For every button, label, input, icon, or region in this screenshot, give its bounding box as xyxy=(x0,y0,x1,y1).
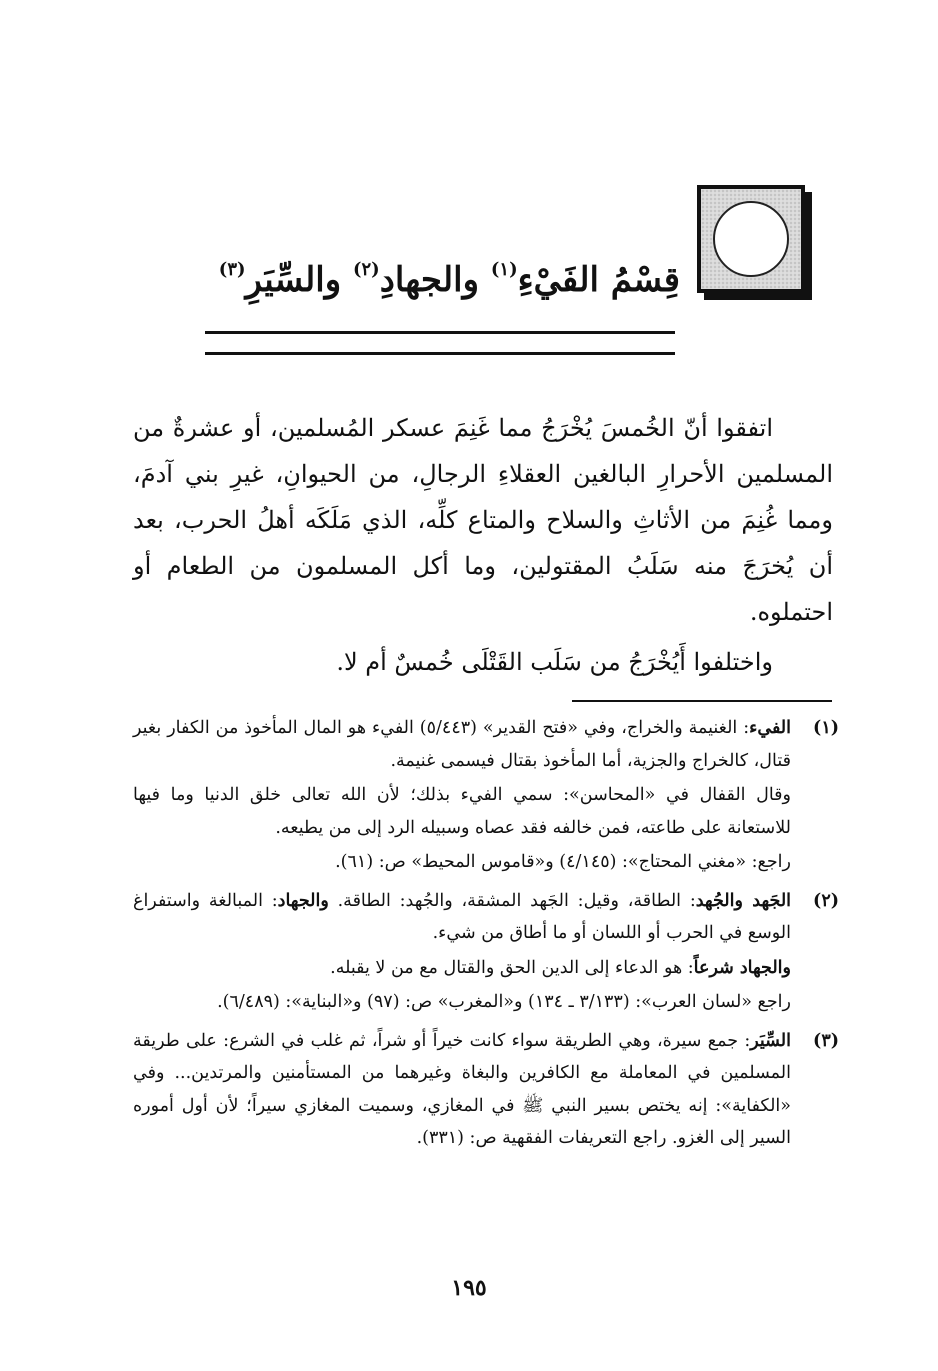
footnote-text: وقال القفال في «المحاسن»: سمي الفيء بذلك؛ لأن الله تعالى خلق الدنيا وما فيها للاستعانة على طاعته، فمن خالفه فقد عصاه وسبيله الرد إلى من يطيعه. xyxy=(133,785,791,838)
footnote-paragraph xyxy=(133,1025,791,1155)
ornament-circle xyxy=(713,201,789,277)
footnote-2 xyxy=(133,885,839,1019)
footnote-body xyxy=(133,1025,791,1155)
main-text xyxy=(133,405,833,685)
footnote-text: : الطاقة، وقيل: الجَهد المشقة، والجُهد: الطاقة. xyxy=(328,890,696,911)
footnote-paragraph xyxy=(133,885,791,950)
footnote-number: (٣) xyxy=(813,1030,839,1051)
title-footnote-ref-2[interactable]: (٢) xyxy=(352,259,380,280)
footnote-paragraph xyxy=(133,779,791,844)
title-footnote-ref-1[interactable]: (١) xyxy=(490,259,518,280)
footnote-body xyxy=(133,712,791,879)
paragraph-2: واختلفوا أَيُخْرَجُ من سَلَب القَتْلَى خُمسٌ أم لا. xyxy=(336,648,773,676)
footnote-term: السِّيَر xyxy=(750,1030,791,1051)
footnote-term: الفيء xyxy=(749,718,791,738)
title-footnote-ref-3[interactable]: (٣) xyxy=(218,259,246,280)
title-part-siyar: والسِّيَرِ xyxy=(245,260,353,300)
title-rule-top xyxy=(205,331,675,334)
footnote-number: (١) xyxy=(813,718,839,738)
footnote-paragraph xyxy=(133,986,791,1019)
chapter-ornament xyxy=(697,185,805,293)
footnote-1 xyxy=(133,712,839,879)
paragraph-1: اتفقوا أنّ الخُمسَ يُخْرَجُ مما غَنِمَ عسكر المُسلمين، أو عشرةٌ من المسلمين الأحرارِ البالغين العقلاءِ الرجالِ، من الحيوانِ، غيرِ بني آدمَ، ومما غُنِمَ من الأثاثِ والسلاح والمتاع كلِّه، الذي مَلَكَه أهلُ الحرب، بعد أن يُخرَجَ منه سَلَبُ المقتولين، وما أكل المسلمون من الطعام أو احتملوه. xyxy=(133,414,834,626)
title-rule-bottom xyxy=(205,352,675,355)
footnote-term: والجهاد xyxy=(277,890,329,911)
footnote-text: : المبالغة واستفراغ الوسع في الحرب أو اللسان أو ما أطاق من شيء. xyxy=(133,890,791,943)
footnote-paragraph xyxy=(133,712,791,777)
footnote-text: راجع: «مغني المحتاج»: (٤/١٤٥) و«قاموس المحيط» ص: (٦١). xyxy=(335,852,791,872)
chapter-title xyxy=(218,240,680,310)
footnote-body xyxy=(133,885,791,1019)
footnote-separator xyxy=(572,700,832,702)
footnote-term: والجهاد شرعاً xyxy=(693,957,791,978)
footnote-text: راجع «لسان العرب»: (٣/١٣٣ ـ ١٣٤) و«المغرب» ص: (٩٧) و«البناية»: (٦/٤٨٩). xyxy=(217,992,791,1012)
footnote-text: : هو الدعاء إلى الدين الحق والقتال مع من لا يقبله. xyxy=(330,957,694,978)
footnote-number: (٢) xyxy=(813,890,839,911)
footnote-paragraph xyxy=(133,846,791,879)
footnote-text: : جمع سيرة، وهي الطريقة سواء كانت خيراً أو شراً، ثم غلب في الشرع: على طريقة المسلمين في المعاملة مع الكافرين والبغاة وغيرهما من المستأمنين والمرتدين... وفي «الكفاية»: إنه يختص بسير النبي ﷺ في المغازي، وسميت المغازي سيراً؛ لأن أول أموره السير إلى الغزو. راجع التعريفات الفقهية ص: (٣٣١). xyxy=(133,1030,791,1148)
page-number: ١٩٥ xyxy=(451,1275,487,1301)
footnote-3 xyxy=(133,1025,839,1155)
footnote-text: : الغنيمة والخراج، وفي «فتح القدير» (٥/٤٤٣) الفيء هو المال المأخوذ من الكفار بغير قتال، كالخراج والجزية، أما المأخوذ بقتال فيسمى غنيمة. xyxy=(133,718,791,771)
footnote-term: الجَهد والجُهد xyxy=(695,890,792,911)
footnotes xyxy=(133,712,839,1155)
title-part-jihad: والجهادِ xyxy=(379,260,491,300)
footnote-paragraph xyxy=(133,952,791,985)
title-part-fay: قِسْمُ الفَيْءِ xyxy=(517,260,680,300)
